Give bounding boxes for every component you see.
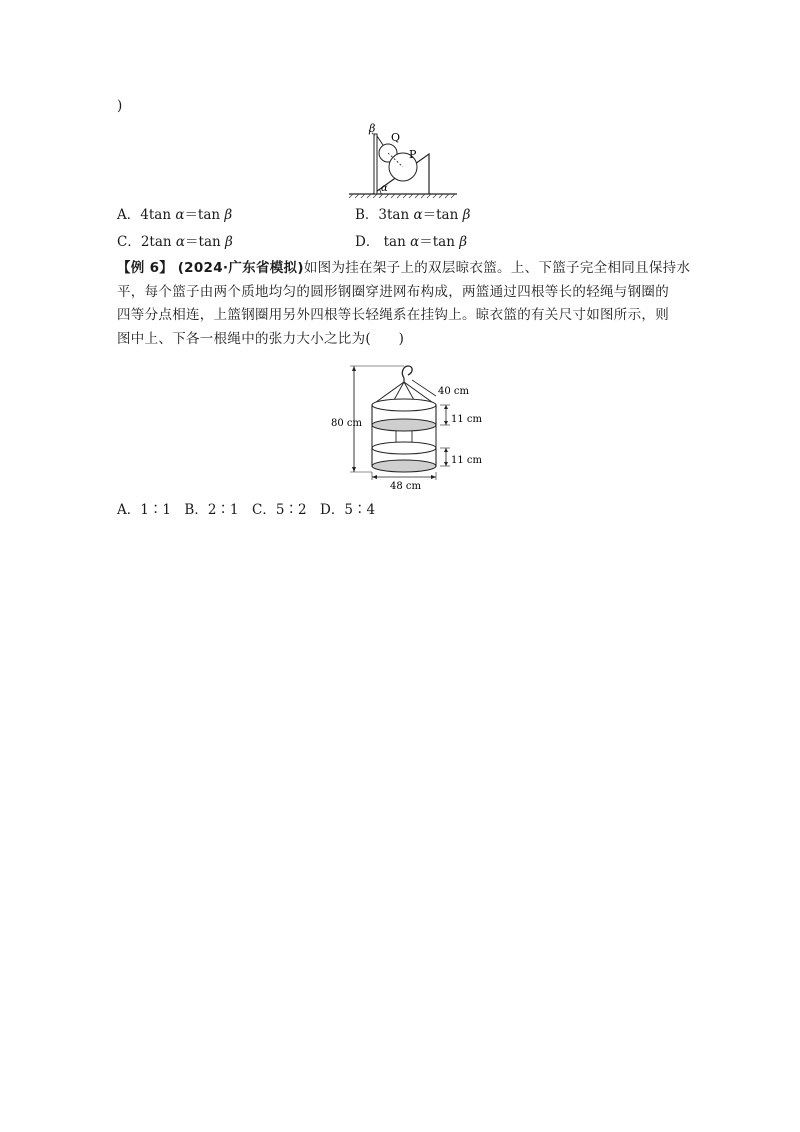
example-line-2: 平，每个篮子由两个质地均匀的圆形钢圈穿进网布构成，两篮通过四根等长的轻绳与钢圈的 (117, 283, 669, 300)
option-c-eq: ＝tan (185, 234, 225, 250)
figure-spheres-incline (345, 120, 460, 200)
example-line-1: 如图为挂在架子上的双层晾衣篮。上、下篮子完全相同且保持水 (303, 260, 691, 276)
label-p: P (409, 148, 417, 161)
dim-80: 80 cm (331, 418, 362, 429)
dim-11-lower: 11 cm (451, 455, 482, 466)
option-c-beta: β (225, 234, 233, 250)
label-beta: β (369, 122, 376, 135)
dim-40: 40 cm (438, 386, 469, 397)
option-b[interactable] (355, 203, 470, 227)
option-c-letter: C． (117, 234, 141, 250)
label-q: Q (391, 131, 401, 144)
option-a[interactable] (117, 203, 232, 227)
example-6-paragraph (117, 257, 692, 351)
option-d-pre: tan (379, 234, 411, 250)
option-a-eq: ＝tan (184, 207, 225, 223)
option-d-alpha: α (410, 234, 420, 250)
option-a-pre: 4tan (140, 207, 176, 223)
example-line-3: 四等分点相连，上篮钢圈用另外四根等长轻绳系在挂钩上。晾衣篮的有关尺寸如图所示，则 (117, 307, 669, 323)
option-b-alpha: α (413, 207, 423, 223)
option-b-eq: ＝tan (422, 207, 463, 223)
example-6-options: A．1∶1 B．2∶1 C．5∶2 D．5∶4 (117, 502, 376, 518)
option-c-alpha: α (175, 234, 186, 250)
option-d-beta: β (459, 234, 467, 250)
option-b-letter: B． (355, 207, 379, 223)
example-line-4: 图中上、下各一根绳中的张力大小之比为( ) (117, 330, 405, 347)
label-alpha: α (381, 183, 388, 194)
option-a-letter: A． (117, 207, 141, 223)
option-c-pre: 2tan (140, 234, 176, 250)
option-d-eq: ＝tan (419, 234, 460, 250)
dim-48: 48 cm (390, 481, 421, 492)
option-c[interactable] (117, 230, 233, 254)
option-a-beta: β (224, 207, 233, 223)
example-tag: 【例 6】 (117, 260, 174, 276)
example-source: (2024·广东省模拟) (177, 260, 304, 276)
stub-paren: ) (117, 98, 123, 114)
option-d[interactable] (355, 230, 467, 254)
option-d-letter: D． (355, 234, 380, 250)
figure-drying-basket (328, 362, 508, 492)
option-b-pre: 3tan (378, 207, 414, 223)
option-a-alpha: α (175, 207, 185, 223)
dim-11-upper: 11 cm (451, 414, 482, 425)
option-b-beta: β (462, 207, 471, 223)
